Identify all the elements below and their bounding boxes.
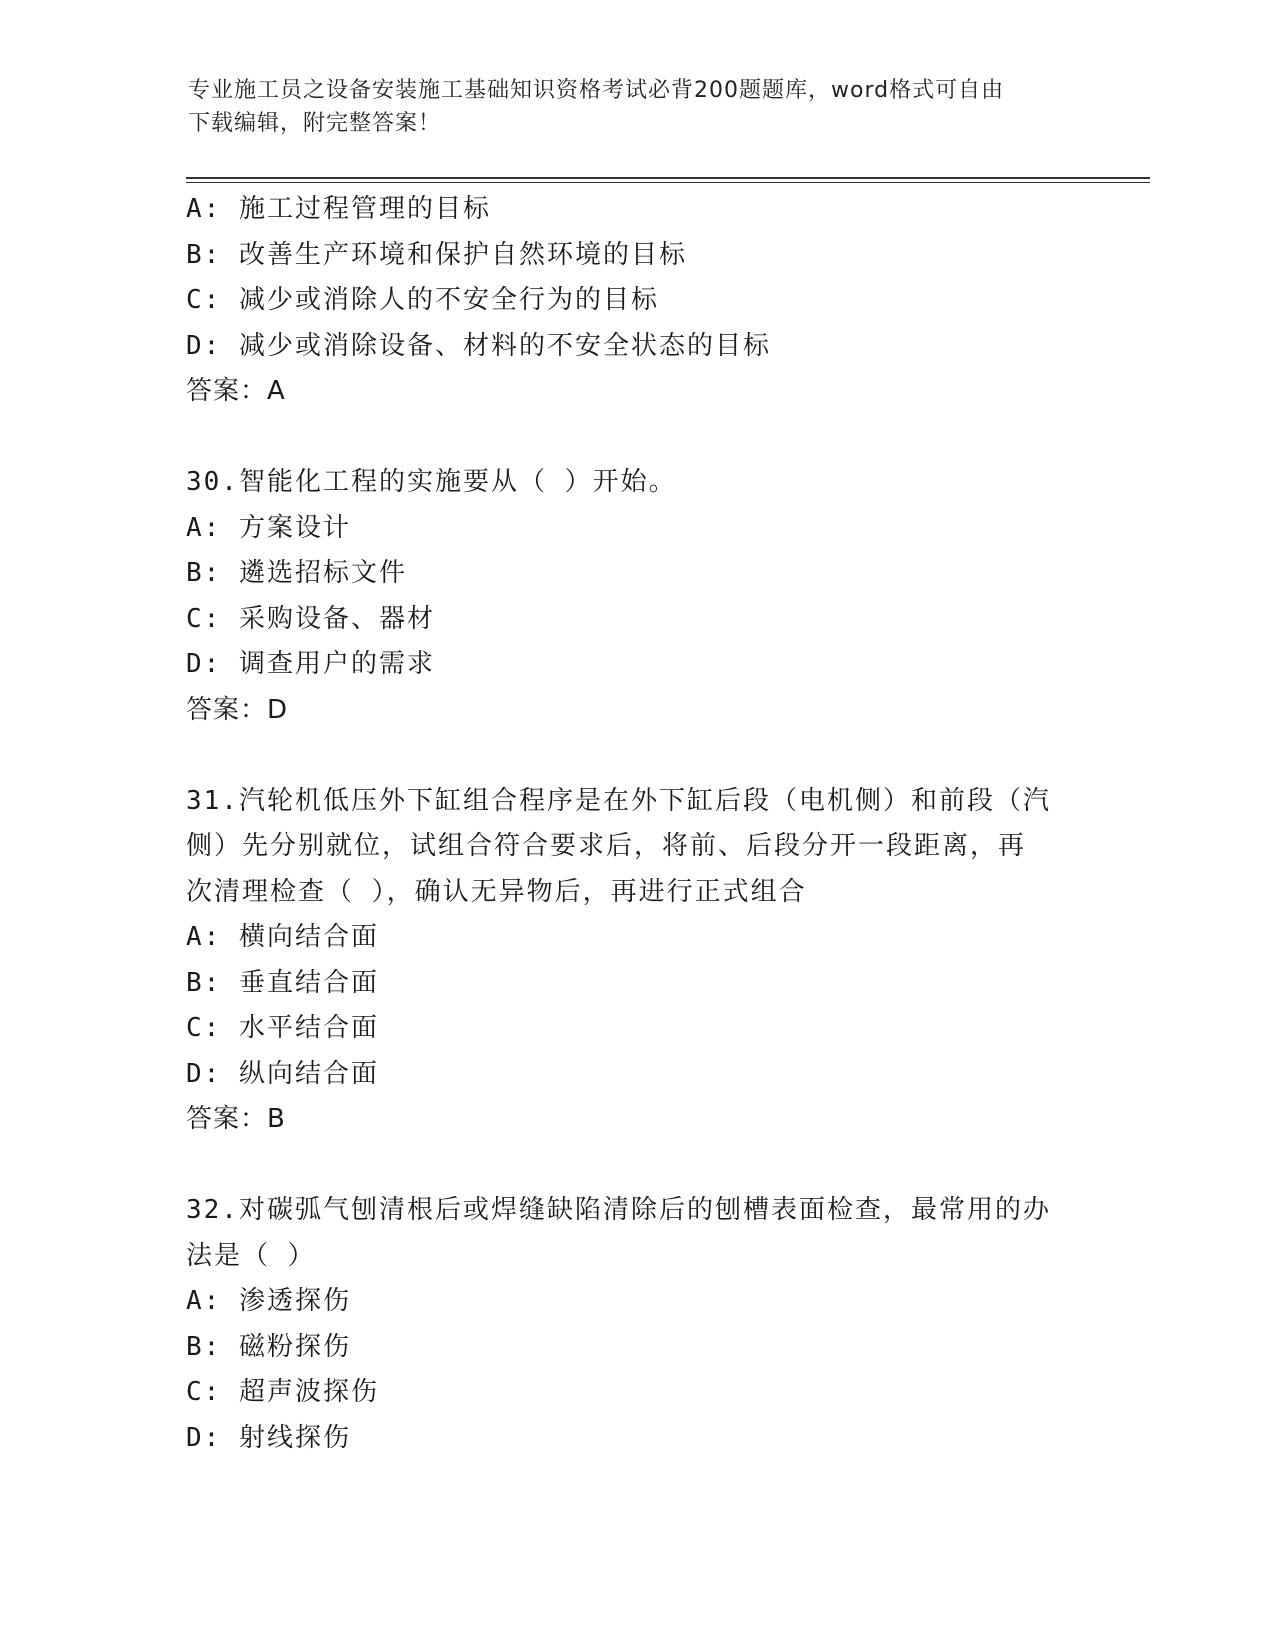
header-line-2: 下载编辑，附完整答案！ — [188, 111, 442, 136]
question-stem-line-2: 法是（ ） — [186, 1240, 316, 1271]
option-d: D: 纵向结合面 — [186, 1058, 379, 1089]
option-c: C: 超声波探伤 — [186, 1377, 379, 1407]
option-d: D: 射线探伤 — [186, 1422, 351, 1453]
option-a: A: 施工过程管理的目标 — [186, 194, 491, 224]
question-30 — [186, 460, 1086, 733]
question-31 — [186, 779, 1086, 1143]
option-d: D: 减少或消除设备、材料的不安全状态的目标 — [186, 330, 771, 361]
option-d: D: 调查用户的需求 — [186, 649, 435, 679]
option-c: C: 采购设备、器材 — [186, 603, 435, 634]
document-header — [188, 74, 1068, 140]
option-a: A: 渗透探伤 — [186, 1286, 351, 1316]
option-a: A: 横向结合面 — [186, 922, 379, 952]
option-c: C: 减少或消除人的不安全行为的目标 — [186, 285, 659, 315]
answer: 答案：A — [186, 376, 286, 406]
spacer — [186, 415, 1086, 461]
question-29 — [186, 187, 1086, 415]
option-b: B: 改善生产环境和保护自然环境的目标 — [186, 239, 687, 270]
option-a: A: 方案设计 — [186, 512, 351, 543]
header-line-1: 专业施工员之设备安装施工基础知识资格考试必背200题题库，word格式可自由 — [188, 78, 1005, 103]
question-content — [186, 187, 1086, 1461]
spacer — [186, 1143, 1086, 1189]
question-stem-line-1: 32.对碳弧气刨清根后或焊缝缺陷清除后的刨槽表面检查，最常用的办 — [186, 1195, 1051, 1225]
answer: 答案：B — [186, 1104, 286, 1134]
spacer — [186, 733, 1086, 779]
question-stem-line-2: 侧）先分别就位，试组合符合要求后，将前、后段分开一段距离，再 — [186, 831, 1027, 861]
question-32 — [186, 1188, 1086, 1461]
question-stem-line-1: 31.汽轮机低压外下缸组合程序是在外下缸后段（电机侧）和前段（汽 — [186, 785, 1051, 816]
question-stem-line-3: 次清理检查（ ），确认无异物后，再进行正式组合 — [186, 876, 807, 907]
question-stem: 30.智能化工程的实施要从（ ）开始。 — [186, 467, 677, 497]
answer: 答案：D — [186, 694, 289, 725]
option-b: B: 磁粉探伤 — [186, 1331, 351, 1362]
header-divider-thick — [186, 177, 1150, 179]
option-b: B: 垂直结合面 — [186, 967, 379, 998]
option-b: B: 遴选招标文件 — [186, 558, 407, 588]
header-divider-thin — [186, 182, 1150, 183]
option-c: C: 水平结合面 — [186, 1013, 379, 1043]
